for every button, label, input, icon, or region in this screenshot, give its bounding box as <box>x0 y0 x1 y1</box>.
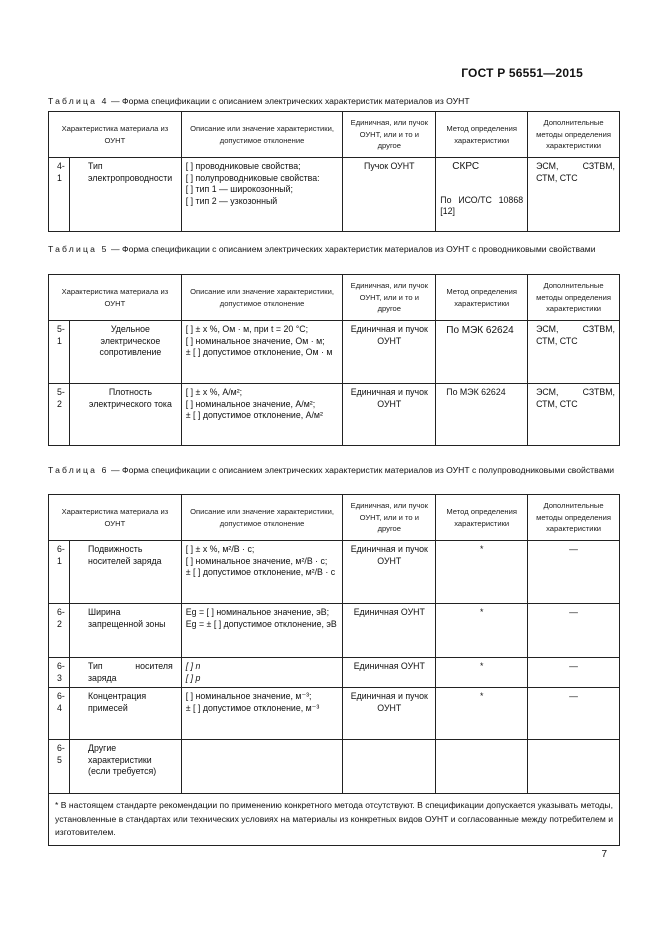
table-row <box>49 158 620 232</box>
standard-header: ГОСТ Р 56551—2015 <box>461 66 583 80</box>
table-row <box>49 604 620 658</box>
row-unit <box>343 740 436 794</box>
row-name: Ширина запрещенной зоны <box>70 604 182 658</box>
row-number: 4-1 <box>49 158 70 232</box>
desc-line: [ ] полупроводниковые свойства: <box>185 172 320 183</box>
table6-caption-text: — Форма спецификации с описанием электрических характеристик материалов из ОУНТ с полупроводниковыми свойствами <box>108 465 615 475</box>
table5-header-description: Описание или значение характеристики, допустимое отклонение <box>181 275 343 321</box>
row-extra: — <box>528 688 620 740</box>
table-row <box>49 740 620 794</box>
row-number: 6-4 <box>49 688 70 740</box>
row-method <box>436 740 528 794</box>
row-number: 5-1 <box>49 321 70 384</box>
row-name: Тип носителя заряда <box>70 658 182 688</box>
desc-line: Eg = [ ] номинальное значение, эВ; <box>185 607 330 617</box>
row-extra: ЭСМ, СЗТВМ, СТМ, СТС <box>528 384 620 446</box>
row-number: 5-2 <box>49 384 70 446</box>
table4-header-characteristic: Характеристика материала из ОУНТ <box>49 112 182 158</box>
table5-header-characteristic: Характеристика материала из ОУНТ <box>49 275 182 321</box>
method-line: СКРС <box>452 161 480 172</box>
table-row <box>49 384 620 446</box>
desc-line: [ ] проводниковые свойства; <box>185 161 301 171</box>
row-description <box>181 658 343 688</box>
row-method: По МЭК 62624 <box>436 384 528 446</box>
row-method <box>436 158 528 232</box>
desc-line: [ ] номинальное значение, Ом · м; <box>185 335 325 346</box>
row-unit: Единичная и пучок ОУНТ <box>343 541 436 604</box>
desc-line: [ ] номинальное значение, А/м²; <box>185 398 316 409</box>
table5-header-unit: Единичная, или пучок ОУНТ, или и то и другое <box>343 275 436 321</box>
table-row <box>49 321 620 384</box>
desc-line: [ ] ± x %, А/м²; <box>185 387 243 397</box>
row-extra: — <box>528 658 620 688</box>
row-extra: — <box>528 604 620 658</box>
row-unit: Единичная и пучок ОУНТ <box>343 384 436 446</box>
table6-footnote-row <box>49 794 620 846</box>
table4-header-row <box>49 112 620 158</box>
table-row <box>49 541 620 604</box>
table5-caption-text: — Форма спецификации с описанием электрических характеристик материалов из ОУНТ с проводниковыми свойствами <box>108 244 596 254</box>
row-name: Плотность электрического тока <box>70 384 182 446</box>
row-number: 6-2 <box>49 604 70 658</box>
desc-line: ± [ ] допустимое отклонение, А/м² <box>185 410 323 421</box>
row-name: Подвижность носителей заряда <box>70 541 182 604</box>
table4-header-extra: Дополнительные методы определения характеристики <box>528 112 620 158</box>
row-method: * <box>436 541 528 604</box>
table4 <box>48 111 620 232</box>
method-line: По ИСО/ТС 10868 [12] <box>440 194 524 217</box>
row-description <box>181 688 343 740</box>
table6-footnote: * В настоящем стандарте рекомендации по применению конкретного метода отсутствуют. В спецификации допускается указывать методы, установленные в стандартах или технических условиях на материалы из конкретных видов ОУНТ и согласованные между потребителем и изготовителем. <box>49 794 620 846</box>
table4-header-unit: Единичная, или пучок ОУНТ, или и то и другое <box>343 112 436 158</box>
desc-line: [ ] n <box>185 661 201 671</box>
table6-caption <box>48 464 620 477</box>
table6-header-method: Метод определения характеристики <box>436 495 528 541</box>
table4-caption-label: Таблица 4 <box>48 96 109 106</box>
table5-header-extra: Дополнительные методы определения характеристики <box>528 275 620 321</box>
desc-line: ± [ ] допустимое отклонение, Ом · м <box>185 347 333 358</box>
row-method: * <box>436 658 528 688</box>
row-name: Тип электропроводности <box>70 158 182 232</box>
row-description <box>181 604 343 658</box>
table5-header-row <box>49 275 620 321</box>
table-row <box>49 658 620 688</box>
desc-line: [ ] тип 1 — широкозонный; <box>185 184 293 195</box>
row-unit: Пучок ОУНТ <box>343 158 436 232</box>
row-method: По МЭК 62624 <box>436 321 528 384</box>
row-number: 6-1 <box>49 541 70 604</box>
row-description <box>181 740 343 794</box>
desc-line: [ ] тип 2 — узкозонный <box>185 195 278 206</box>
desc-line: [ ] номинальное значение, м⁻³; <box>185 691 312 702</box>
page-number: 7 <box>601 849 607 860</box>
desc-line: [ ] p <box>185 672 201 683</box>
table4-header-method: Метод определения характеристики <box>436 112 528 158</box>
desc-line: ± [ ] допустимое отклонение, м²/В · с <box>185 567 336 578</box>
table5 <box>48 274 620 446</box>
row-unit: Единичная и пучок ОУНТ <box>343 321 436 384</box>
row-number: 6-5 <box>49 740 70 794</box>
row-description <box>181 541 343 604</box>
table4-caption-text: — Форма спецификации с описанием электрических характеристик материалов из ОУНТ <box>108 96 470 106</box>
row-method: * <box>436 604 528 658</box>
row-description <box>181 158 343 232</box>
row-unit: Единичная ОУНТ <box>343 604 436 658</box>
row-description <box>181 321 343 384</box>
table-row <box>49 688 620 740</box>
row-name: Концентрация примесей <box>70 688 182 740</box>
table5-caption <box>48 243 620 256</box>
table6-header-description: Описание или значение характеристики, допустимое отклонение <box>181 495 343 541</box>
row-unit: Единичная ОУНТ <box>343 658 436 688</box>
row-method: * <box>436 688 528 740</box>
table6-header-row <box>49 495 620 541</box>
table6-header-extra: Дополнительные методы определения характеристики <box>528 495 620 541</box>
desc-line: [ ] ± x %, Ом · м, при t = 20 °C; <box>185 324 309 334</box>
row-description <box>181 384 343 446</box>
row-extra: — <box>528 541 620 604</box>
table6-header-unit: Единичная, или пучок ОУНТ, или и то и другое <box>343 495 436 541</box>
table5-header-method: Метод определения характеристики <box>436 275 528 321</box>
desc-line: ± [ ] допустимое отклонение, м⁻³ <box>185 702 320 713</box>
row-unit: Единичная и пучок ОУНТ <box>343 688 436 740</box>
row-number: 6-3 <box>49 658 70 688</box>
table4-header-description: Описание или значение характеристики, допустимое отклонение <box>181 112 343 158</box>
row-extra: ЭСМ, СЗТВМ, СТМ, СТС <box>528 321 620 384</box>
table6-header-characteristic: Характеристика материала из ОУНТ <box>49 495 182 541</box>
desc-line: [ ] номинальное значение, м²/В · с; <box>185 555 328 566</box>
row-name: Удельное электрическое сопротивление <box>70 321 182 384</box>
row-name: Другие характеристики (если требуется) <box>70 740 182 794</box>
desc-line: [ ] ± x %, м²/В · с; <box>185 544 255 554</box>
row-extra: ЭСМ, СЗТВМ, СТМ, СТС <box>528 158 620 232</box>
table4-caption <box>48 95 620 108</box>
table6 <box>48 494 620 846</box>
row-extra <box>528 740 620 794</box>
table5-caption-label: Таблица 5 <box>48 244 109 254</box>
desc-line: Eg = ± [ ] допустимое отклонение, эВ <box>185 618 337 629</box>
table6-caption-label: Таблица 6 <box>48 465 109 475</box>
